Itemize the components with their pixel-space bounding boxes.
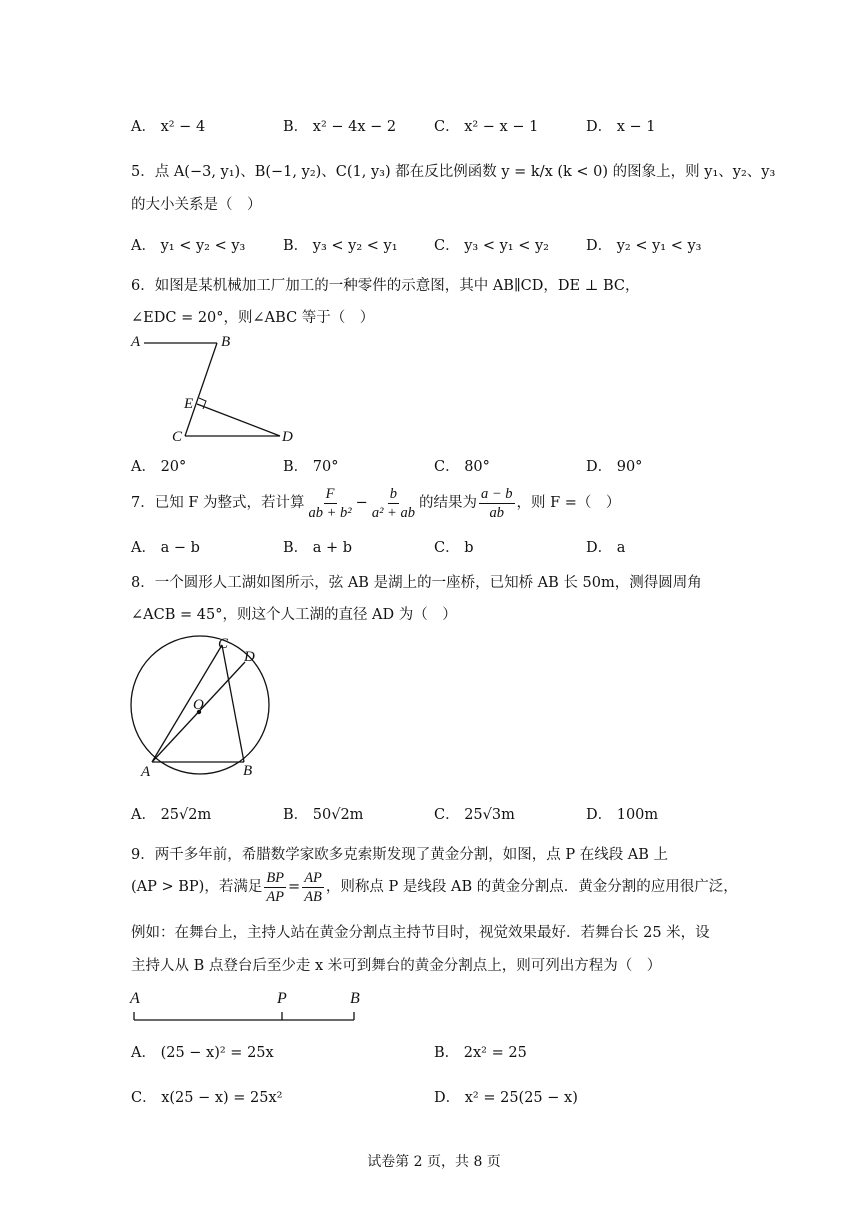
q9-l2-prefix: (AP > BP)，若满足 [131, 879, 263, 895]
page-footer: 试卷第 2 页，共 8 页 [367, 1154, 501, 1170]
q5-option-a: A． y₁ < y₂ < y₃ [131, 238, 246, 254]
q6-label-b: B [221, 334, 231, 350]
q9-option-d: D． x² = 25(25 − x) [434, 1090, 578, 1106]
q5-option-b: B． y₃ < y₂ < y₁ [283, 238, 398, 254]
q6-option-d: D． 90° [586, 459, 643, 475]
q4-option-a: A． x² − 4 [131, 119, 206, 135]
q7-mid: 的结果为 [418, 495, 477, 511]
q9-f1-num: BP [266, 869, 285, 886]
q8-option-a: A． 25√2m [131, 807, 212, 823]
q7-option-c: C． b [434, 540, 474, 556]
q6-option-a: A． 20° [131, 459, 187, 475]
q9-stem-line3: 例如：在舞台上，主持人站在黄金分割点主持节目时，视觉效果最好．若舞台长 25 米，设 [131, 925, 710, 941]
q8-label-o: O [193, 697, 204, 713]
q4-option-d: D． x − 1 [586, 119, 656, 135]
q8-option-c: C． 25√3m [434, 807, 515, 823]
q9-label-b: B [350, 990, 360, 1007]
q8-label-c: C [218, 636, 229, 652]
q6-label-a: A [131, 334, 141, 350]
q8-option-d: D． 100m [586, 807, 659, 823]
q7-option-a: A． a − b [131, 540, 200, 556]
q7-minus: − [355, 495, 368, 511]
q9-f1-den: AP [266, 888, 285, 905]
q9-f2-num: AP [304, 869, 322, 886]
q5-option-c: C． y₃ < y₁ < y₂ [434, 238, 549, 254]
q7-suffix: ，则 F =（ ） [516, 495, 621, 511]
q9-l2-suffix: ，则称点 P 是线段 AB 的黄金分割点．黄金分割的应用很广泛， [325, 879, 738, 895]
q9-option-b: B． 2x² = 25 [434, 1045, 527, 1061]
q7-f3-num: a − b [480, 485, 513, 502]
q9-option-c: C． x(25 − x) = 25x² [131, 1090, 283, 1106]
q7-f2-den: a² + ab [371, 504, 415, 521]
q9-label-p: P [277, 990, 287, 1007]
q8-label-a: A [141, 764, 151, 780]
q6-option-b: B． 70° [283, 459, 339, 475]
q9-eq: = [288, 879, 301, 895]
q7-f1-den: ab + b² [308, 504, 352, 521]
q6-option-c: C． 80° [434, 459, 490, 475]
q7-option-d: D． a [586, 540, 626, 556]
q5-stem-line2: 的大小关系是（ ） [131, 197, 262, 213]
q8-stem-line1: 8．一个圆形人工湖如图所示，弦 AB 是湖上的一座桥，已知桥 AB 长 50m，测得圆周角 [131, 575, 702, 591]
q7-f3-den: ab [489, 504, 504, 521]
q4-option-b: B． x² − 4x − 2 [283, 119, 397, 135]
q9-f2-den: AB [304, 888, 322, 905]
q7-f2-num: b [389, 485, 397, 502]
q9-label-a: A [130, 990, 140, 1007]
q9-stem-line1: 9．两千多年前，希腊数学家欧多克索斯发现了黄金分割，如图，点 P 在线段 AB 上 [131, 847, 669, 863]
q7-prefix: 7．已知 F 为整式，若计算 [131, 495, 305, 511]
q8-label-b: B [243, 763, 253, 779]
q5-option-d: D． y₂ < y₁ < y₃ [586, 238, 702, 254]
q6-label-d: D [282, 429, 293, 445]
q4-option-c: C． x² − x − 1 [434, 119, 539, 135]
q7-f1-num: F [325, 485, 335, 502]
q7-option-b: B． a + b [283, 540, 353, 556]
q8-option-b: B． 50√2m [283, 807, 364, 823]
q9-option-a: A． (25 − x)² = 25x [131, 1045, 274, 1061]
q8-label-d: D [244, 649, 255, 665]
q5-stem-line1: 5．点 A(−3, y₁)、B(−1, y₂)、C(1, y₃) 都在反比例函数 y = k/x (k < 0) 的图象上，则 y₁、y₂、y₃ [131, 164, 776, 180]
q6-label-c: C [172, 429, 183, 445]
q6-label-e: E [184, 396, 194, 412]
q8-stem-line2: ∠ACB = 45°，则这个人工湖的直径 AD 为（ ） [131, 607, 457, 623]
q6-stem-line1: 6．如图是某机械加工厂加工的一种零件的示意图，其中 AB∥CD，DE ⊥ BC， [131, 278, 640, 294]
q9-stem-line4: 主持人从 B 点登台后至少走 x 米可到舞台的黄金分割点上，则可列出方程为（ ） [131, 958, 662, 974]
q6-stem-line2: ∠EDC = 20°，则∠ABC 等于（ ） [131, 310, 375, 326]
